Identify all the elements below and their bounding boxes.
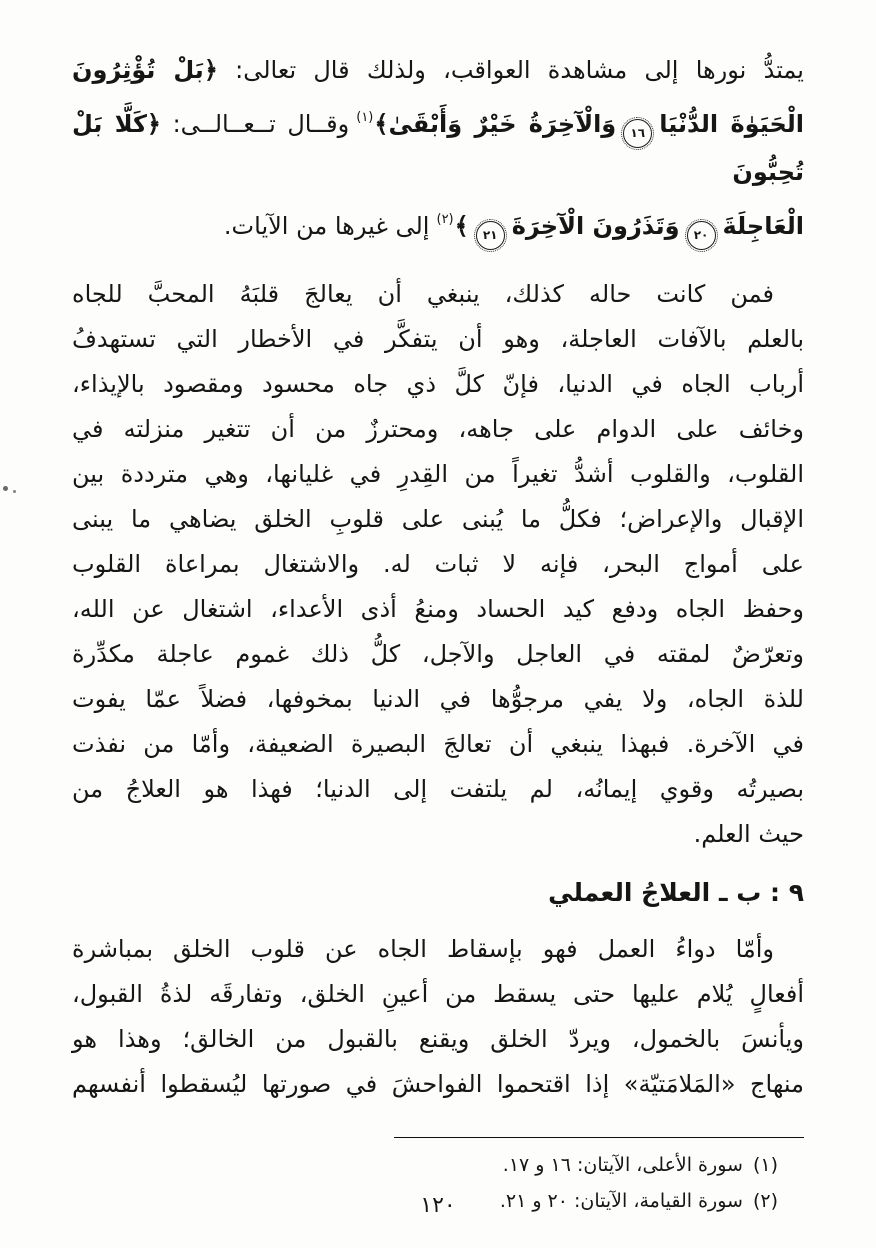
- text-line: أفعالٍ يُلام عليها حتى يسقط من أعينِ الخلق، وتفارقَه لذةُ القبول،: [72, 980, 804, 1008]
- footnote-separator-rule: [394, 1137, 804, 1138]
- quran-verse-run: ﴾: [454, 212, 469, 240]
- ayah-number: ٢١: [482, 228, 498, 242]
- quran-verse-run: وَالْآخِرَةُ خَيْرٌ وَأَبْقَىٰ﴾: [374, 110, 617, 138]
- ayah-number: ١٦: [630, 126, 646, 140]
- text-line: وتعرّضٌ لمقته في العاجل والآجل، كلُّ ذلك غموم عاجلة مكدِّرة: [72, 640, 804, 668]
- paragraph-knowledge-cure: [72, 272, 804, 857]
- text-line: [72, 196, 804, 250]
- text-line: القلوب، والقلوب أشدُّ تغيراً من القِدرِ في غليانها، وهي مترددة بين: [72, 460, 804, 488]
- quran-verse-run: وَتَذَرُونَ الْآخِرَةَ: [511, 212, 680, 240]
- paragraph-practical-cure: [72, 927, 804, 1107]
- text-line: وحفظ الجاه ودفع كيد الحساد ومنعُ أذى الأعداء، اشتغال عن الله،: [72, 595, 804, 623]
- text-line: حيث العلم.: [693, 820, 804, 848]
- ayah-number-marker: [623, 119, 652, 148]
- ayah-number-marker: [476, 221, 505, 250]
- text-line: للذة الجاه، ولا يفي مرجوُّها في الدنيا بمخوفها، فضلاً عمّا يفوت: [72, 685, 804, 713]
- quran-verse-run: ﴿كَلَّا بَلْ تُحِبُّونَ: [72, 110, 804, 186]
- text-line: على أمواج البحر، فإنه لا ثبات له. والاشتغال بمراعاة القلوب: [72, 550, 804, 578]
- text-line: فمن كانت حاله كذلك، ينبغي أن يعالجَ قلبَهُ المحبَّ للجاه: [72, 280, 774, 308]
- text-line: وأمّا دواءُ العمل فهو بإسقاط الجاه عن قلوب الخلق بمباشرة: [72, 935, 774, 963]
- text-line: [72, 46, 804, 94]
- stray-ink-mark: [3, 486, 8, 491]
- footnote-text: سورة الأعلى، الآيتان: ١٦ و ١٧.: [502, 1154, 743, 1176]
- page-number: ١٢٠: [420, 1193, 456, 1218]
- quran-verse-run: الْعَاجِلَةَ: [722, 212, 804, 240]
- text-line: منهاج «المَلامَتيّة» إذا اقتحموا الفواحشَ في صورتها ليُسقطوا أنفسهم: [72, 1070, 804, 1098]
- text-line: أرباب الجاه في الدنيا، فإنّ كلَّ ذي جاه محسود ومقصود بالإيذاء،: [72, 370, 804, 398]
- ayah-number: ٢٠: [693, 228, 709, 242]
- body-text-run: إلى غيرها من الآيات.: [223, 212, 430, 240]
- body-text-run: يمتدُّ نورها إلى مشاهدة العواقب، ولذلك قال تعالى:: [217, 56, 804, 84]
- footnote-text: سورة القيامة، الآيتان: ٢٠ و ٢١.: [499, 1190, 743, 1212]
- text-line: بصيرتُه وقوي إيمانُه، لم يلتفت إلى الدنيا؛ فهذا هو العلاجُ من: [72, 775, 804, 803]
- section-heading: ٩ : ب ـ العلاجُ العملي: [548, 878, 804, 907]
- text-line: في الآخرة. فبهذا ينبغي أن تعالجَ البصيرة الضعيفة، وأمّا من نفذت: [72, 730, 804, 758]
- footnote-reference: (١): [356, 110, 374, 125]
- text-line: [72, 94, 804, 196]
- ayah-number-marker: [687, 221, 716, 250]
- footnote-number: (٢): [752, 1190, 778, 1212]
- footnote-item: [72, 1147, 804, 1183]
- text-line: بالعلم بالآفات العاجلة، وهو أن يتفكَّر في الأخطار التي تستهدفُ: [72, 325, 804, 353]
- text-line: وخائف على الدوام على جاهه، ومحترزٌ من أن تتغير منزلته في: [72, 415, 804, 443]
- body-text-run: وقــال تــعــالــى:: [161, 110, 350, 138]
- quran-verse-run: ﴿بَلْ تُؤْثِرُونَ: [72, 56, 218, 84]
- footnote-number: (١): [752, 1154, 778, 1176]
- text-line: ويأنسَ بالخمول، ويردّ الخلق ويقنع بالقبول من الخالق؛ وهذا هو: [72, 1025, 804, 1053]
- quran-verse-run: الْحَيَوٰةَ الدُّنْيَا: [659, 110, 805, 138]
- paragraph-quran-quotes: [72, 46, 804, 250]
- text-line: الإقبال والإعراض؛ فكلُّ ما يُبنى على قلوبِ الخلق يضاهي ما يبنى: [72, 505, 804, 533]
- footnote-reference: (٢): [436, 212, 454, 227]
